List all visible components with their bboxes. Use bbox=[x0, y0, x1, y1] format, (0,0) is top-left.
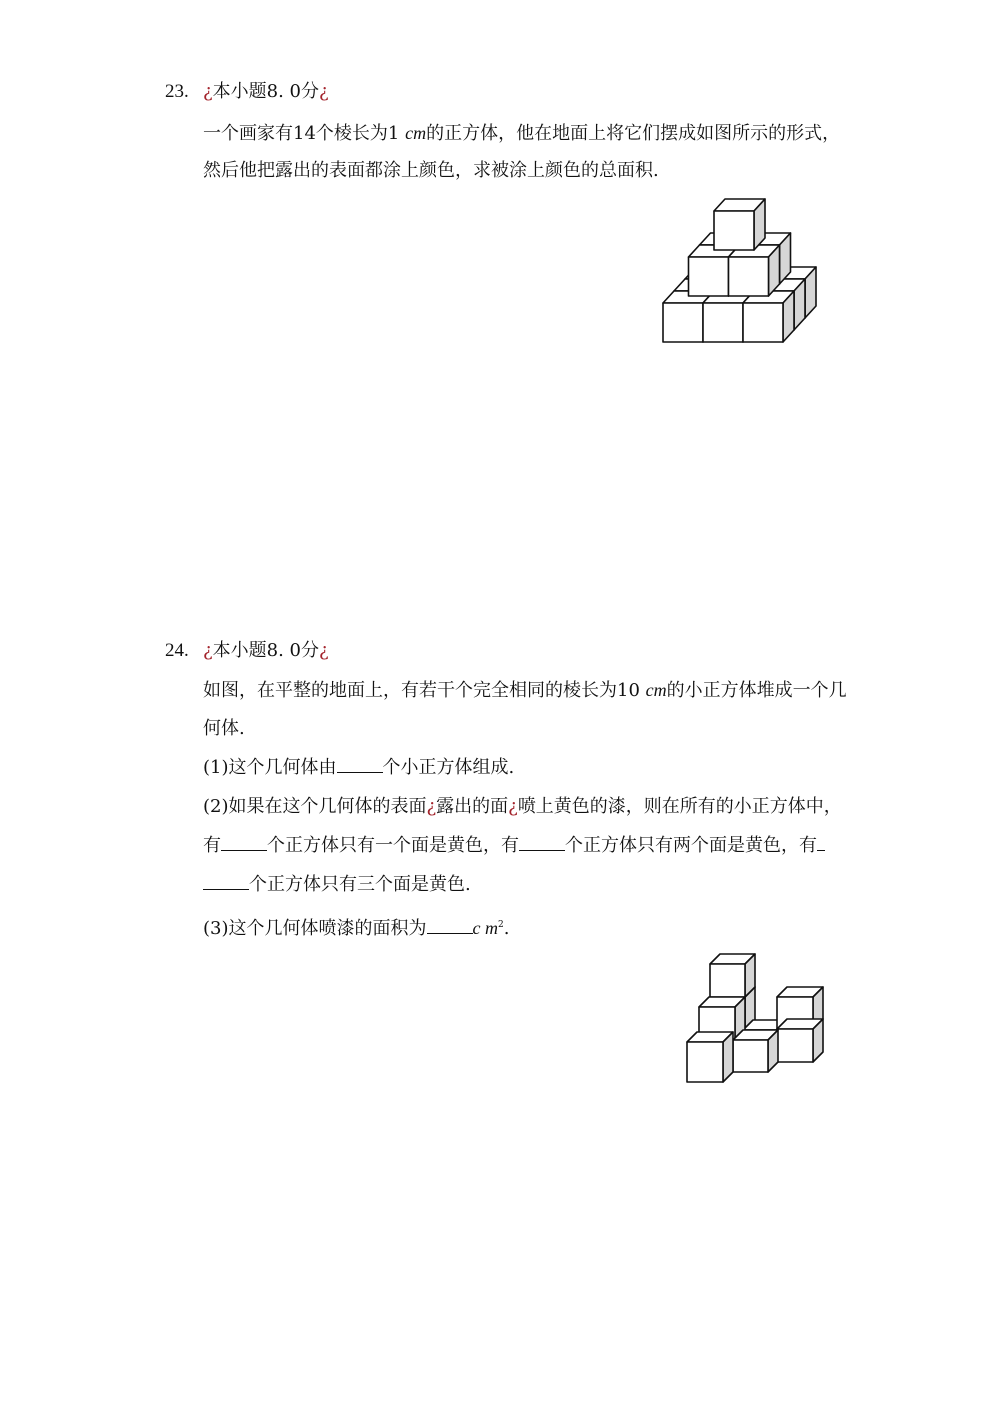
question-number: 24. bbox=[165, 640, 189, 661]
question-text-line: 何体. bbox=[203, 718, 245, 739]
text: (1)这个几何体由 bbox=[203, 757, 337, 778]
score-text: 本小题8. 0分 bbox=[212, 81, 320, 102]
text: (3)这个几何体喷漆的面积为 bbox=[203, 918, 427, 939]
mark: ¿ bbox=[508, 796, 518, 817]
text: 的正方体，他在地面上将它们摆成如图所示的形式， bbox=[426, 123, 841, 144]
mark: ¿ bbox=[203, 81, 213, 102]
text: 露出的面 bbox=[436, 796, 509, 817]
unit: cm bbox=[645, 680, 667, 700]
exponent: 2 bbox=[498, 920, 504, 930]
mark: ¿ bbox=[319, 640, 329, 661]
text: 个正方体只有两个面是黄色，有 bbox=[565, 835, 817, 856]
question-number: 23. bbox=[165, 81, 189, 102]
cube bbox=[687, 1032, 733, 1082]
mark: ¿ bbox=[426, 796, 437, 817]
text: 一个画家有14个棱长为1 bbox=[203, 123, 406, 144]
text: 个正方体只有一个面是黄色，有 bbox=[267, 835, 519, 856]
text: 个正方体只有三个面是黄色. bbox=[249, 874, 471, 895]
mark: ¿ bbox=[319, 81, 329, 102]
text: 如图，在平整的地面上，有若干个完全相同的棱长为10 bbox=[203, 680, 646, 701]
text: 喷上黄色的漆，则在所有的小正方体中， bbox=[517, 796, 842, 817]
question-text-line: 然后他把露出的表面都涂上颜色，求被涂上颜色的总面积. bbox=[203, 160, 659, 181]
text: . bbox=[503, 918, 510, 939]
cube bbox=[710, 954, 755, 997]
cube bbox=[733, 1030, 778, 1072]
unit: cm bbox=[405, 123, 427, 143]
text: (2)如果在这个几何体的表面 bbox=[203, 796, 427, 817]
text: 的小正方体堆成一个几 bbox=[666, 680, 847, 701]
mark: ¿ bbox=[203, 640, 213, 661]
unit: c m bbox=[472, 918, 498, 938]
text: 个小正方体组成. bbox=[382, 757, 515, 778]
cube bbox=[777, 1019, 823, 1062]
score-text: 本小题8. 0分 bbox=[212, 640, 320, 661]
text: 有 bbox=[203, 835, 221, 856]
